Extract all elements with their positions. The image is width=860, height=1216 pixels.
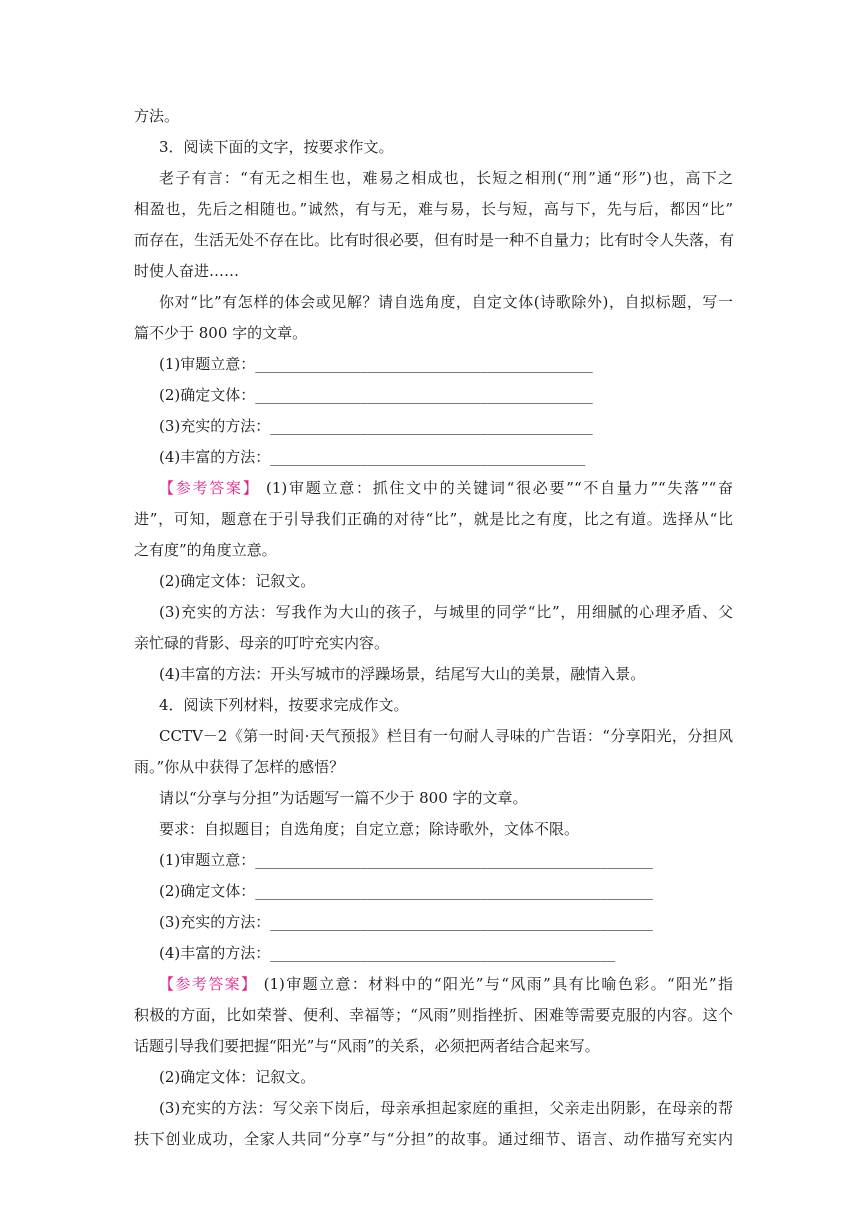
- answer-tag: 【参考答案】: [159, 479, 260, 497]
- blank-line-theme: (1)审题立意：_____________________________________________: [159, 355, 593, 373]
- text-line: 要求：自拟题目；自选角度；自定立意；除诗歌外，文体不限。: [159, 820, 580, 838]
- text-line: 话题引导我们要把握“阳光”与“风雨”的关系，必须把两者结合起来写。: [134, 1037, 600, 1055]
- blank-line-genre: (2)确定文体：_____________________________________________________: [159, 882, 653, 900]
- text-line: (3)充实的方法：写父亲下岗后，母亲承担起家庭的重担，父亲走出阴影，在母亲的帮: [159, 1099, 733, 1117]
- text-line: 请以“分享与分担”为话题写一篇不少于 800 字的文章。: [159, 789, 528, 807]
- text-line: 老子有言：“有无之相生也，难易之相成也，长短之相刑(“刑”通“形”)也，高下之: [159, 169, 733, 187]
- text-line: (3)充实的方法：写我作为大山的孩子，与城里的同学“比”，用细腻的心理矛盾、父: [159, 603, 733, 621]
- text-line: 积极的方面，比如荣誉、便利、幸福等；“风雨”则指挫折、困难等需要克服的内容。这个: [134, 1006, 733, 1024]
- blank-line-enrich: (3)充实的方法：___________________________________________________: [159, 913, 653, 931]
- text-line: CCTV－2《第一时间·天气预报》栏目有一句耐人寻味的广告语：“分享阳光，分担风: [159, 727, 733, 745]
- text-line: 雨。”你从中获得了怎样的感悟？: [134, 758, 345, 776]
- text-line: (2)确定文体：记叙文。: [159, 572, 316, 590]
- text-line: (4)丰富的方法：开头写城市的浮躁场景，结尾写大山的美景，融情入景。: [159, 665, 646, 683]
- text-line: 相盈也，先后之相随也。”诚然，有与无，难与易，长与短，高与下，先与后，都因“比”: [134, 200, 733, 218]
- answer-text: (1)审题立意：抓住文中的关键词“很必要”“不自量力”“失落”“奋: [259, 479, 733, 497]
- answer-line: [159, 974, 733, 994]
- text-line: 你对“比”有怎样的体会或见解？请自选角度，自定文体(诗歌除外)，自拟标题，写一: [159, 293, 733, 311]
- answer-line: [159, 478, 733, 498]
- text-line: 之有度”的角度立意。: [134, 541, 277, 559]
- blank-line-theme: (1)审题立意：_____________________________________________________: [159, 851, 653, 869]
- text-line: 亲忙碌的背影、母亲的叮咛充实内容。: [134, 634, 390, 652]
- text-line: 篇不少于 800 字的文章。: [134, 324, 308, 342]
- text-line: 扶下创业成功，全家人共同“分享”与“分担”的故事。通过细节、语言、动作描写充实内: [134, 1130, 733, 1148]
- question-4-title: 4．阅读下列材料，按要求完成作文。: [159, 696, 409, 714]
- text-line: 方法。: [134, 107, 180, 125]
- blank-line-rich: (4)丰富的方法：__________________________________________: [159, 448, 586, 466]
- text-line: 时使人奋进……: [134, 262, 240, 280]
- text-line: 进”，可知，题意在于引导我们正确的对待“比”，就是比之有度，比之有道。选择从“比: [134, 510, 733, 528]
- question-3-title: 3．阅读下面的文字，按要求作文。: [159, 138, 394, 156]
- blank-line-genre: (2)确定文体：_____________________________________________: [159, 386, 593, 404]
- blank-line-enrich: (3)充实的方法：___________________________________________: [159, 417, 593, 435]
- text-line: (2)确定文体：记叙文。: [159, 1068, 316, 1086]
- answer-tag: 【参考答案】: [159, 975, 258, 993]
- text-line: 而存在，生活无处不存在比。比有时很必要，但有时是一种不自量力；比有时令人失落，有: [134, 231, 735, 249]
- blank-line-rich: (4)丰富的方法：______________________________________________: [159, 944, 616, 962]
- answer-text: (1)审题立意：材料中的“阳光”与“风雨”具有比喻色彩。“阳光”指: [257, 975, 733, 993]
